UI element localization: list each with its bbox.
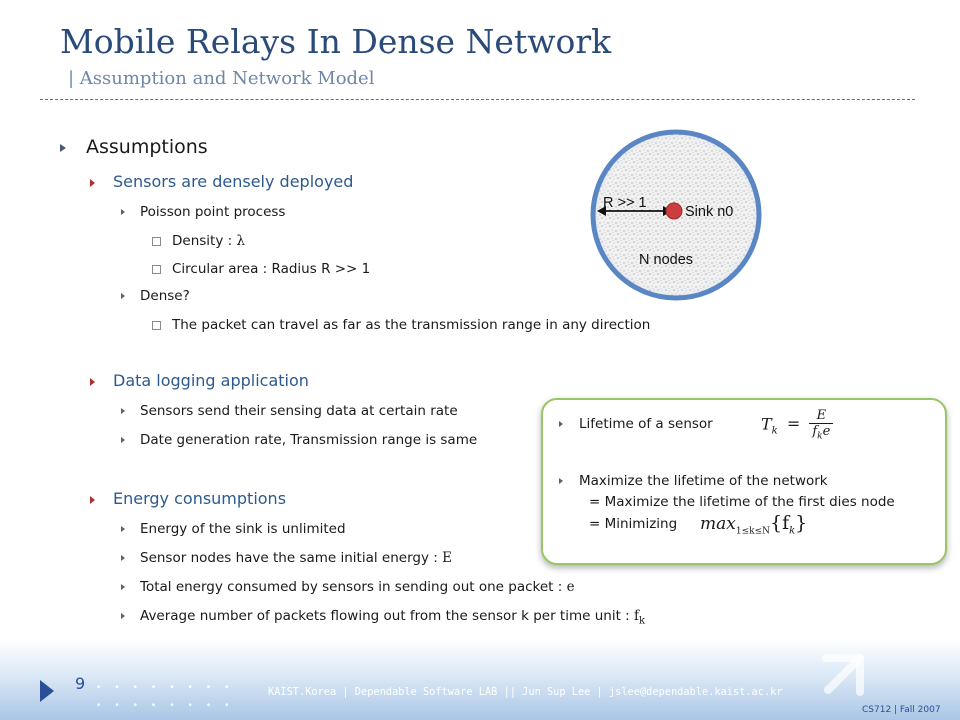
- sink-label: Sink n0: [685, 204, 734, 220]
- bullet-text: Data logging application: [113, 371, 309, 390]
- lifetime-callout: [541, 398, 947, 565]
- nodes-label: N nodes: [639, 252, 694, 268]
- arrow-bullet-icon: [121, 408, 125, 414]
- bullet-text: Energy of the sink is unlimited: [140, 521, 346, 537]
- bullet-text: = Minimizing: [589, 516, 678, 532]
- callout-maximize-network: [559, 473, 828, 489]
- bullet-text: Dense?: [140, 288, 190, 304]
- rate-symbol-subscript: k: [639, 615, 646, 627]
- formula-max: max: [700, 514, 736, 534]
- bullet-date-generation: [121, 432, 477, 448]
- bullet-text: Sensors are densely deployed: [113, 172, 354, 191]
- arrow-bullet-icon: [121, 613, 125, 619]
- bullet-data-logging: [90, 371, 309, 390]
- formula-fraction: [809, 408, 833, 442]
- formula-den-f: f: [812, 424, 818, 439]
- arrow-bullet-icon: [121, 526, 125, 532]
- square-bullet-icon: [152, 237, 161, 246]
- formula-brace-close: }: [795, 512, 808, 534]
- bullet-text: = Maximize the lifetime of the first dies node: [589, 494, 895, 510]
- slide-subtitle: | Assumption and Network Model: [68, 68, 375, 89]
- lambda-symbol: λ: [236, 233, 246, 249]
- arrow-bullet-icon: [121, 555, 125, 561]
- title-divider: [40, 99, 915, 100]
- callout-maximize-first: [589, 494, 895, 510]
- footer-credit: KAIST.Korea | Dependable Software LAB || Jun Sup Lee | jslee@dependable.kaist.ac.kr: [268, 686, 783, 698]
- formula-den-subscript: k: [817, 431, 823, 442]
- lifetime-formula: [761, 408, 833, 442]
- bullet-packet-travel: [152, 317, 650, 333]
- arrow-bullet-icon: [90, 496, 95, 504]
- formula-den-e: e: [822, 424, 831, 439]
- formula-equals: =: [786, 414, 801, 434]
- footer-arrow-icon: [40, 680, 54, 702]
- formula-lhs-subscript: k: [771, 425, 778, 437]
- bullet-energy-sink: [121, 521, 346, 537]
- arrow-bullet-icon: [559, 478, 563, 484]
- slide-title: Mobile Relays In Dense Network: [60, 22, 612, 61]
- arrow-bullet-icon: [90, 378, 95, 386]
- arrow-bullet-icon: [60, 144, 66, 152]
- bullet-text: Sensors send their sensing data at certain rate: [140, 403, 458, 419]
- rate-symbol: f: [634, 608, 639, 624]
- square-bullet-icon: [152, 265, 161, 274]
- minimize-formula: [700, 512, 807, 536]
- network-diagram: [575, 125, 785, 305]
- arrow-bullet-icon: [559, 421, 563, 427]
- bullet-text: Poisson point process: [140, 204, 286, 220]
- arrow-bullet-icon: [121, 437, 125, 443]
- bullet-same-energy: [121, 550, 452, 566]
- arrow-bullet-icon: [90, 179, 95, 187]
- bullet-text: Energy consumptions: [113, 489, 287, 508]
- bullet-text: Circular area : Radius R >> 1: [172, 261, 371, 277]
- formula-lhs: T: [761, 414, 772, 434]
- footer-dots-top: ••••••••: [96, 683, 243, 693]
- chevron-watermark-icon: [820, 648, 882, 710]
- bullet-sensors-dense: [90, 172, 353, 191]
- bullet-density: [152, 233, 245, 249]
- formula-max-subscript: 1≤k≤N: [735, 526, 770, 537]
- bullet-assumptions: [60, 136, 208, 158]
- bullet-text: The packet can travel as far as the transmission range in any direction: [172, 317, 651, 333]
- footer-course: CS712 | Fall 2007: [862, 705, 941, 715]
- bullet-poisson: [121, 204, 285, 220]
- bullet-dense-question: [121, 288, 190, 304]
- formula-numerator: E: [809, 408, 833, 424]
- bullet-avg-packets: [121, 608, 645, 627]
- bullet-text: Maximize the lifetime of the network: [579, 473, 828, 489]
- arrow-bullet-icon: [121, 293, 125, 299]
- bullet-sensors-send: [121, 403, 458, 419]
- footer-dots-bottom: ••••••••: [96, 701, 243, 711]
- callout-lifetime-sensor: [559, 416, 713, 432]
- bullet-text: Assumptions: [86, 136, 208, 158]
- bullet-text: Density :: [172, 233, 237, 249]
- arrow-bullet-icon: [121, 209, 125, 215]
- packet-energy-symbol: e: [566, 579, 575, 595]
- formula-brace: {f: [769, 512, 790, 534]
- sink-node: [666, 203, 682, 219]
- bullet-text: Average number of packets flowing out from the sensor k per time unit :: [140, 608, 634, 624]
- bullet-circular-area: [152, 261, 370, 277]
- page-number: 9: [75, 674, 86, 693]
- bullet-text: Lifetime of a sensor: [579, 416, 713, 432]
- bullet-total-energy: [121, 579, 575, 595]
- callout-minimizing: [589, 516, 677, 532]
- arrow-bullet-icon: [121, 584, 125, 590]
- bullet-energy: [90, 489, 286, 508]
- bullet-text: Sensor nodes have the same initial energy :: [140, 550, 443, 566]
- bullet-text: Date generation rate, Transmission range is same: [140, 432, 478, 448]
- formula-denominator: [809, 424, 833, 442]
- radius-label: R >> 1: [603, 195, 647, 211]
- bullet-text: Total energy consumed by sensors in sending out one packet :: [140, 579, 567, 595]
- energy-symbol: E: [442, 550, 452, 566]
- formula-brace-subscript: k: [789, 525, 796, 537]
- square-bullet-icon: [152, 321, 161, 330]
